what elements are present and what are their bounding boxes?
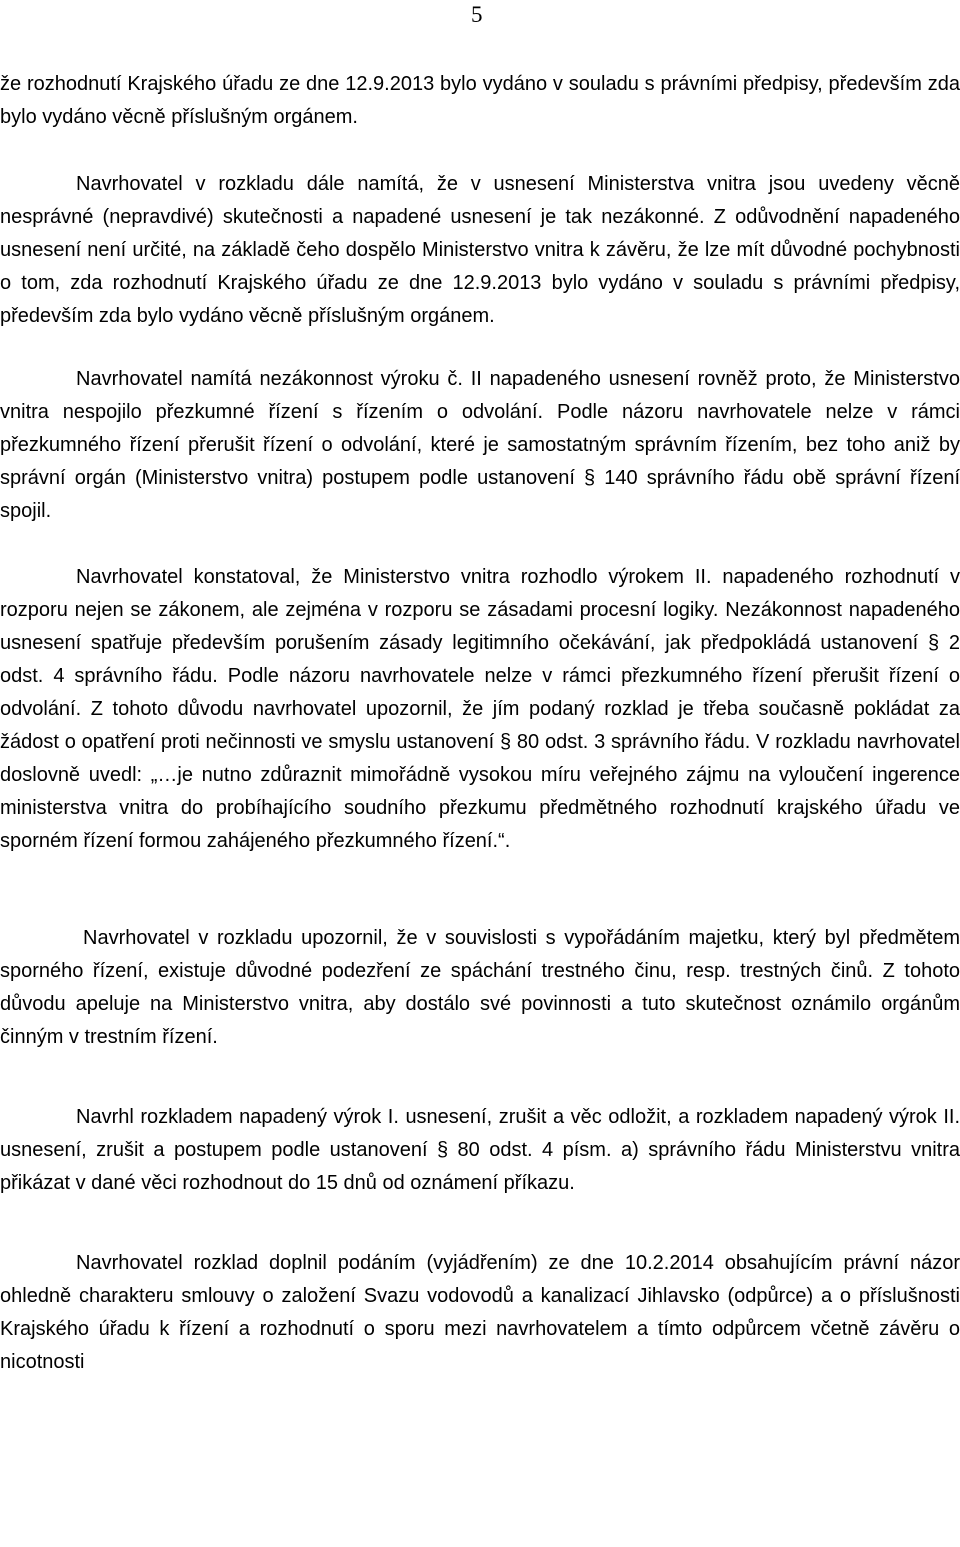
page-number: 5	[471, 2, 483, 27]
document-body	[0, 68, 960, 1379]
paragraph-procedure-objection: Navrhovatel namítá nezákonnost výroku č. II napadeného usnesení rovněž proto, že Ministerstvo vnitra nespojilo přezkumné řízení s řízením o odvolání. Podle názoru navrhovatele nelze v rámci přezkumného řízení přerušit řízení o odvolání, které je samostatným správním řízením, bez toho aniž by správní orgán (Ministerstvo vnitra) postupem podle ustanovení § 140 správního řádu obě správní řízení spojil.	[0, 368, 960, 522]
paragraph-criminal-suspicion: Navrhovatel v rozkladu upozornil, že v souvislosti s vypořádáním majetku, který byl předmětem sporného řízení, existuje důvodné podezření ze spáchání trestného činu, resp. trestných činů. Z tohoto důvodu apeluje na Ministerstvo vnitra, aby dostálo své povinnosti a tuto skutečnost oznámilo orgánům činným v trestním řízení.	[0, 927, 960, 1048]
paragraph-factual-objection: Navrhovatel v rozkladu dále namítá, že v usnesení Ministerstva vnitra jsou uvedeny věcně nesprávné (nepravdivé) skutečnosti a napadené usnesení je tak nezákonné. Z odůvodnění napadeného usnesení není určité, na základě čeho dospělo Ministerstvo vnitra k závěru, že lze mít důvodné pochybnosti o tom, zda rozhodnutí Krajského úřadu ze dne 12.9.2013 bylo vydáno v souladu s právními předpisy, především zda bylo vydáno věcně příslušným orgánem.	[0, 173, 960, 327]
paragraph-procedural-logic: Navrhovatel konstatoval, že Ministerstvo vnitra rozhodlo výrokem II. napadeného rozhodnutí v rozporu nejen se zákonem, ale zejména v rozporu se zásadami procesní logiky. Nezákonnost napadeného usnesení spatřuje především porušením zásady legitimního očekávání, jak předpokládá ustanovení § 2 odst. 4 správního řádu. Podle názoru navrhovatele nelze v rámci přezkumného řízení přerušit řízení o odvolání. Z tohoto důvodu navrhovatel upozornil, že jím podaný rozklad je třeba současně pokládat za žádost o opatření proti nečinnosti ve smyslu ustanovení § 80 odst. 3 správního řádu. V rozkladu navrhovatel doslovně uvedl: „…je nutno zdůraznit mimořádně vysokou míru veřejného zájmu na vyloučení ingerence ministerstva vnitra do probíhajícího soudního přezkumu předmětného rozhodnutí krajského úřadu ve sporném řízení formou zahájeného přezkumného řízení.“.	[0, 566, 960, 852]
paragraph-supplement: Navrhovatel rozklad doplnil podáním (vyjádřením) ze dne 10.2.2014 obsahujícím právní názor ohledně charakteru smlouvy o založení Svazu vodovodů a kanalizací Jihlavsko (odpůrce) a o příslušnosti Krajského úřadu k řízení a rozhodnutí o sporu mezi navrhovatelem a tímto odpůrcem včetně závěru o nicotnosti	[0, 1252, 960, 1373]
paragraph-continuation: že rozhodnutí Krajského úřadu ze dne 12.9.2013 bylo vydáno v souladu s právními předpisy, především zda bylo vydáno věcně příslušným orgánem.	[0, 73, 960, 128]
paragraph-proposal: Navrhl rozkladem napadený výrok I. usnesení, zrušit a věc odložit, a rozkladem napadený výrok II. usnesení, zrušit a postupem podle ustanovení § 80 odst. 4 písm. a) správního řádu Ministerstvu vnitra přikázat v dané věci rozhodnout do 15 dnů od oznámení příkazu.	[0, 1106, 960, 1194]
